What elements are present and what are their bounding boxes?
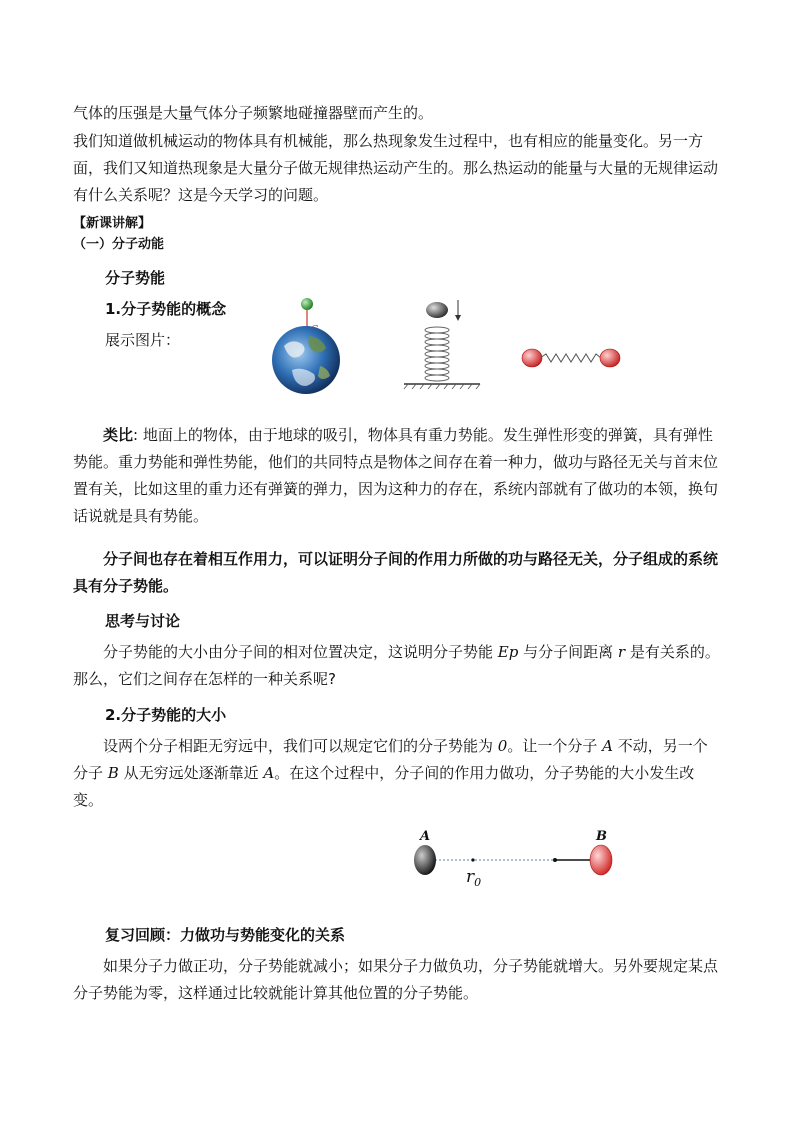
discussion-text-a: 分子势能的大小由分子间的相对位置决定，这说明分子势能 <box>103 643 498 661</box>
analogy-text: : 地面上的物体，由于地球的吸引，物体具有重力势能。发生弹性形变的弹簧，具有弹性势能。重力势能和弹性势能，他们的共同特点是物体之间存在着一种力，做功与路径无关与首末位置有关，比如这里的重力还有弹簧的弹力，因为这种力的存在，系统内部就有了做功的本领，换句话说就是具有势能。 <box>73 426 719 525</box>
molecule-a-symbol-2: A <box>263 764 275 782</box>
molecule-b-symbol: B <box>107 764 119 782</box>
green-ball <box>301 298 313 310</box>
magnitude-text-4: 从无穷远处逐渐靠近 <box>118 764 264 782</box>
discussion-title: 思考与讨论 <box>105 612 181 630</box>
analogy-label: 类比 <box>103 426 134 444</box>
concept-title: 1.分子势能的概念 <box>105 300 227 318</box>
magnitude-title: 2.分子势能的大小 <box>105 706 227 724</box>
ep-symbol: Ep <box>497 643 519 661</box>
show-picture-label: 展示图片： <box>105 331 181 349</box>
review-title: 复习回顾：力做功与势能变化的关系 <box>105 926 346 944</box>
spring-figure <box>398 296 486 392</box>
zero-value: 0 <box>497 737 508 755</box>
intro-paragraph: 我们知道做机械运动的物体具有机械能，那么热现象发生过程中，也有相应的能量变化。另一方面，我们又知道热现象是大量分子做无规律热运动产生的。那么热运动的能量与大量的无规律运动有什么关系呢？这是今天学习的问题。 <box>73 132 719 204</box>
discussion-paragraph <box>73 639 721 693</box>
discussion-text-b: 与分子间距离 <box>518 643 618 661</box>
gray-ball <box>426 302 448 318</box>
conclusion-paragraph: 分子间也存在着相互作用力，可以证明分子间的作用力所做的功与路径无关，分子组成的系统具有分子势能。 <box>73 550 719 595</box>
r-symbol: r <box>617 643 626 661</box>
potential-title: 分子势能 <box>105 269 166 287</box>
zigzag-spring <box>540 354 601 362</box>
magnitude-text-3: 不动，另一个分子 <box>73 737 708 782</box>
red-molecule-left <box>522 349 542 367</box>
magnitude-text-5: 。在这个过程中，分子间的作用力做功，分子势能的大小发生改变。 <box>73 764 695 809</box>
magnitude-text-1: 设两个分子相距无穷远中，我们可以规定它们的分子势能为 <box>103 737 498 755</box>
magnitude-paragraph <box>73 733 721 814</box>
molecule-distance-diagram <box>405 818 625 894</box>
molecule-a-symbol: A <box>602 737 613 755</box>
r0-label: $r_0$ <box>466 867 482 889</box>
molecule-b-ball <box>590 845 612 875</box>
magnitude-text-2: 。让一个分子 <box>507 737 603 755</box>
r0-point <box>471 858 474 861</box>
new-lesson-heading: 【新课讲解】 <box>73 216 152 231</box>
label-a: A <box>420 829 431 844</box>
earth-gravity-figure <box>262 296 352 396</box>
spring-coil <box>425 327 449 381</box>
molecule-spring-figure <box>520 344 624 372</box>
molecule-a-ball <box>414 845 436 875</box>
discussion-text-c: 是有关系的。那么，它们之间存在怎样的一种关系呢? <box>73 643 720 688</box>
label-b: B <box>596 829 607 844</box>
intro-line: 气体的压强是大量气体分子频繁地碰撞器壁而产生的。 <box>73 104 434 122</box>
analogy-paragraph <box>73 422 721 530</box>
review-paragraph: 如果分子力做正功，分子势能就减小；如果分子力做负功，分子势能就增大。另外要规定某点分子势能为零，这样通过比较就能计算其他位置的分子势能。 <box>73 957 719 1002</box>
part-one-heading: （一）分子动能 <box>73 237 165 252</box>
red-molecule-right <box>600 349 620 367</box>
